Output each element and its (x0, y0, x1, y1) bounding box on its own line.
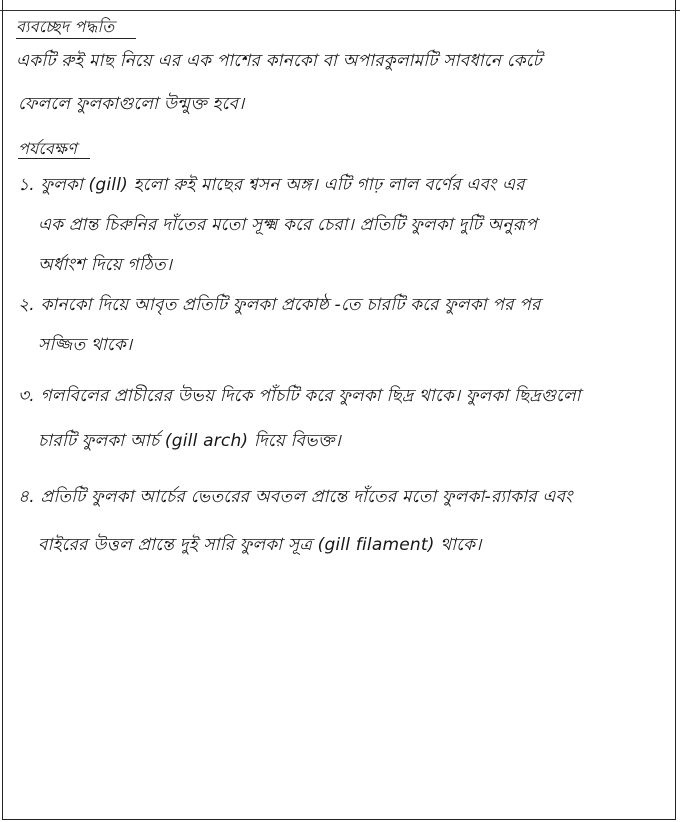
text-line: সজ্জিত থাকে। (38, 335, 133, 355)
text-line: ২. কানকো দিয়ে আবৃত প্রতিটি ফুলকা প্রকোষ্ঠ -তে চারটি করে ফুলকা পর পর (18, 295, 541, 315)
text-line: ফেললে ফুলকাগুলো উন্মুক্ত হবে। (18, 94, 245, 114)
text-line: বাইরের উত্তল প্রান্তে দুই সারি ফুলকা সূত্র (gill filament) থাকে। (38, 535, 482, 555)
text-line: একটি রুই মাছ নিয়ে এর এক পাশের কানকো বা অপারকুলামটি সাবধানে কেটে (16, 51, 542, 71)
heading-underline (18, 158, 90, 159)
section-heading-observation: পর্যবেক্ষণ (18, 139, 78, 158)
heading-underline (16, 38, 136, 39)
text-line: ১. ফুলকা (gill) হলো রুই মাছের শ্বসন অঙ্গ। এটি গাঢ় লাল বর্ণের এবং এর (18, 175, 525, 195)
text-line: ৪. প্রতিটি ফুলকা আর্চের ভেতরের অবতল প্রান্তে দাঁতের মতো ফুলকা-র‍্যাকার এবং (18, 487, 573, 507)
section-heading-dissection: ব্যবচ্ছেদ পদ্ধতি (16, 17, 115, 36)
text-line: এক প্রান্ত চিরুনির দাঁতের মতো সূক্ষ্ম করে চেরা। প্রতিটি ফুলকা দুটি অনুরূপ (38, 215, 538, 235)
text-line: ৩. গলবিলের প্রাচীরের উভয় দিকে পাঁচটি করে ফুলকা ছিদ্র থাকে। ফুলকা ছিদ্রগুলো (18, 386, 581, 406)
text-line: অর্ধাংশ দিয়ে গঠিত। (38, 255, 173, 275)
text-line: চারটি ফুলকা আর্চ (gill arch) দিয়ে বিভক্ত। (38, 431, 341, 451)
